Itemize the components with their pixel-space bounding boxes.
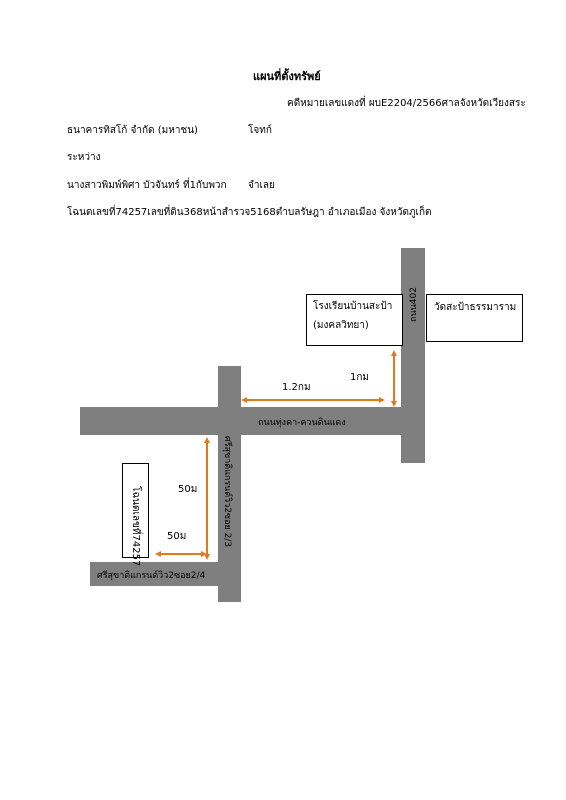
school-subname: (มงคลวิทยา) [313,320,369,331]
temple-box [426,294,523,342]
temple-name: วัดสะป้าธรรมาราม [434,302,517,313]
between-label: ระหว่าง [67,152,101,163]
distance-horizontal: 50ม [167,531,187,542]
road-402-label: ถนน402 [409,287,419,322]
parcel-box [122,463,149,567]
defendant-name: นางสาวพิมพ์พิศา บัวจันทร์ ที่1กับพวก [67,180,227,191]
deed-line: โฉนดเลขที่74257เลขที่ดิน368หน้าสำรวจ5168ตำบลรัษฎา อำเภอเมือง จังหวัดภูเก็ต [67,207,432,218]
school-name: โรงเรียนบ้านสะป้า [313,301,393,312]
soi-24-label: ศรีสุขาติแกรนด์วิว2ซอย2/4 [97,571,206,581]
parcel-label: โฉนดเลขที่74257 [130,486,141,567]
distance-to-school: 1กม [350,372,370,383]
main-road [80,407,425,435]
distance-main-road: 1.2กม [282,382,311,393]
distance-vertical: 50ม [178,484,198,495]
plaintiff-role: โจทก์ [248,125,272,136]
page-title: แผนที่ตั้งทรัพย์ [253,70,321,83]
defendant-role: จำเลย [248,180,275,191]
soi-23-label: ศรีสุขาติแกรนด์วิว2ซอย 2/3 [222,436,232,548]
case-number-line: คดีหมายเลขแดงที่ ผบE2204/2566ศาลจังหวัดเวียงสระ [287,98,526,109]
main-road-label: ถนนทุ่งคา-ควนดินแดง [258,418,346,428]
school-box [306,294,403,346]
plaintiff-name: ธนาคารทิสโก้ จำกัด (มหาชน) [67,125,198,136]
